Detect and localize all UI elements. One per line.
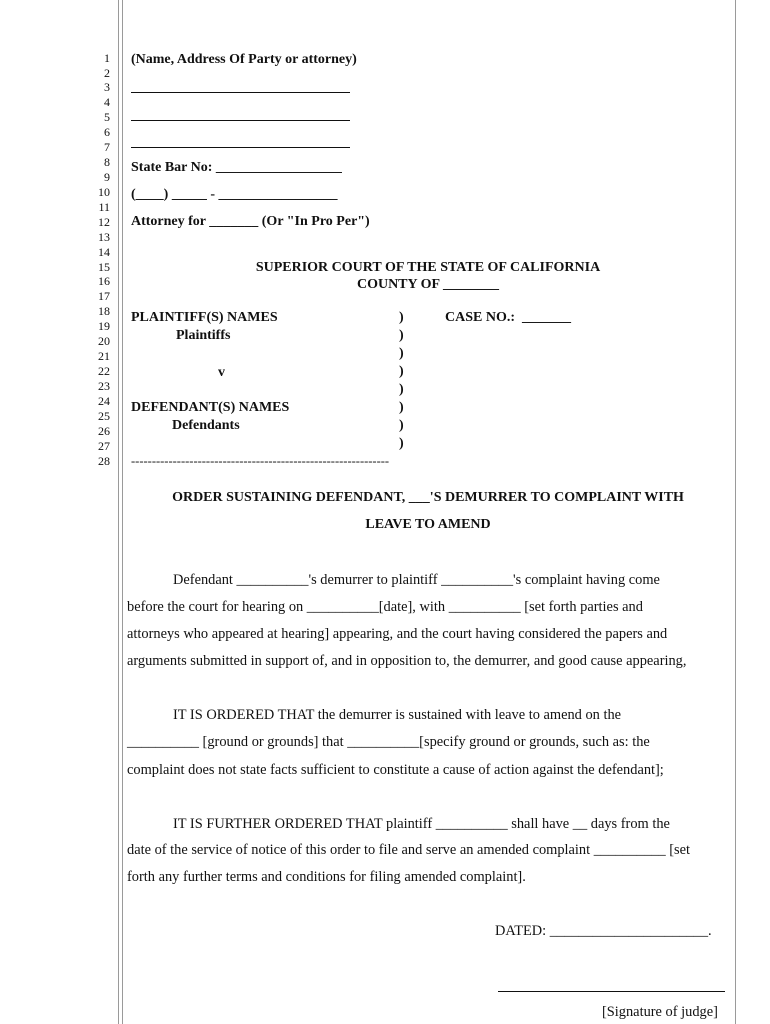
paragraph-3-line-3: forth any further terms and conditions for filing amended complaint]. bbox=[127, 869, 526, 885]
line-number: 6 bbox=[104, 125, 110, 139]
caption-paren: ) bbox=[399, 418, 404, 433]
versus: v bbox=[218, 365, 225, 380]
caption-paren: ) bbox=[399, 310, 404, 325]
line-number: 26 bbox=[98, 424, 110, 438]
plaintiffs-label: Plaintiffs bbox=[176, 328, 231, 343]
paragraph-1-line-1: Defendant __________'s demurrer to plaintiff __________'s complaint having come bbox=[173, 572, 660, 588]
paragraph-1-line-3: attorneys who appeared at hearing] appearing, and the court having considered the papers and bbox=[127, 626, 668, 642]
line-number: 16 bbox=[98, 274, 110, 288]
line-number: 1 bbox=[104, 51, 110, 65]
line-number: 2 bbox=[104, 66, 110, 80]
line-number: 15 bbox=[98, 260, 110, 274]
order-title-line-2: LEAVE TO AMEND bbox=[365, 517, 491, 532]
caption-paren: ) bbox=[399, 346, 404, 361]
attorney-for: Attorney for _______ (Or "In Pro Per") bbox=[131, 214, 370, 229]
signature-line bbox=[498, 991, 725, 992]
signature-label: [Signature of judge] bbox=[602, 1004, 718, 1020]
line-number: 21 bbox=[98, 349, 110, 363]
paragraph-2-line-2: __________ [ground or grounds] that __________[specify ground or grounds, such as: the bbox=[127, 734, 650, 750]
line-number: 9 bbox=[104, 170, 110, 184]
left-margin-rule-2 bbox=[122, 0, 123, 1024]
paragraph-1-line-2: before the court for hearing on __________[date], with __________ [set forth parties and bbox=[127, 599, 643, 615]
caption-paren: ) bbox=[399, 382, 404, 397]
caption-paren: ) bbox=[399, 436, 404, 451]
line-number: 4 bbox=[104, 95, 110, 109]
line-number: 22 bbox=[98, 364, 110, 378]
line-number: 8 bbox=[104, 155, 110, 169]
line-number: 7 bbox=[104, 140, 110, 154]
line-number: 25 bbox=[98, 409, 110, 423]
paragraph-2-line-1: IT IS ORDERED THAT the demurrer is sustained with leave to amend on the bbox=[173, 707, 622, 723]
phone-number: (____) _____ - _________________ bbox=[131, 187, 338, 202]
line-number: 20 bbox=[98, 334, 110, 348]
line-number: 5 bbox=[104, 110, 110, 124]
caption-divider: -------------------------------------------------------------- bbox=[131, 454, 390, 468]
court-name: SUPERIOR COURT OF THE STATE OF CALIFORNIA bbox=[255, 260, 601, 275]
line-number: 11 bbox=[98, 200, 110, 214]
order-title-line-1: ORDER SUSTAINING DEFENDANT, ___'S DEMURRER TO COMPLAINT WITH bbox=[172, 490, 684, 505]
line-number: 23 bbox=[98, 379, 110, 393]
line-number: 12 bbox=[98, 215, 110, 229]
paragraph-2-line-3: complaint does not state facts sufficient to constitute a cause of action against the defendant]; bbox=[127, 762, 664, 778]
line-number: 3 bbox=[104, 80, 110, 94]
line-number: 17 bbox=[98, 289, 110, 303]
paragraph-3-line-2: date of the service of notice of this order to file and serve an amended complaint __________ [set bbox=[127, 842, 691, 858]
caption-paren: ) bbox=[399, 364, 404, 379]
line-number: 19 bbox=[98, 319, 110, 333]
case-number: CASE NO.: _______ bbox=[445, 310, 572, 325]
plaintiffs-names: PLAINTIFF(S) NAMES bbox=[131, 310, 278, 325]
dated-line: DATED: ______________________. bbox=[495, 923, 712, 939]
caption-paren: ) bbox=[399, 400, 404, 415]
state-bar-number: State Bar No: __________________ bbox=[131, 160, 342, 175]
defendants-names: DEFENDANT(S) NAMES bbox=[131, 400, 290, 415]
address-line-1 bbox=[131, 92, 350, 93]
paragraph-1-line-4: arguments submitted in support of, and in opposition to, the demurrer, and good cause appearing, bbox=[127, 653, 687, 669]
line-number: 14 bbox=[98, 245, 110, 259]
court-county: COUNTY OF ________ bbox=[356, 277, 500, 292]
line-number: 24 bbox=[98, 394, 110, 408]
line-number: 18 bbox=[98, 304, 110, 318]
caption-paren: ) bbox=[399, 328, 404, 343]
address-line-3 bbox=[131, 147, 350, 148]
line-number: 10 bbox=[98, 185, 110, 199]
party-name-address: (Name, Address Of Party or attorney) bbox=[131, 52, 357, 67]
right-margin-rule bbox=[735, 0, 736, 1024]
line-number: 28 bbox=[98, 454, 110, 468]
address-line-2 bbox=[131, 120, 350, 121]
left-margin-rule-1 bbox=[118, 0, 119, 1024]
line-number: 13 bbox=[98, 230, 110, 244]
line-number: 27 bbox=[98, 439, 110, 453]
defendants-label: Defendants bbox=[172, 418, 240, 433]
paragraph-3-line-1: IT IS FURTHER ORDERED THAT plaintiff __________ shall have __ days from the bbox=[173, 816, 670, 832]
